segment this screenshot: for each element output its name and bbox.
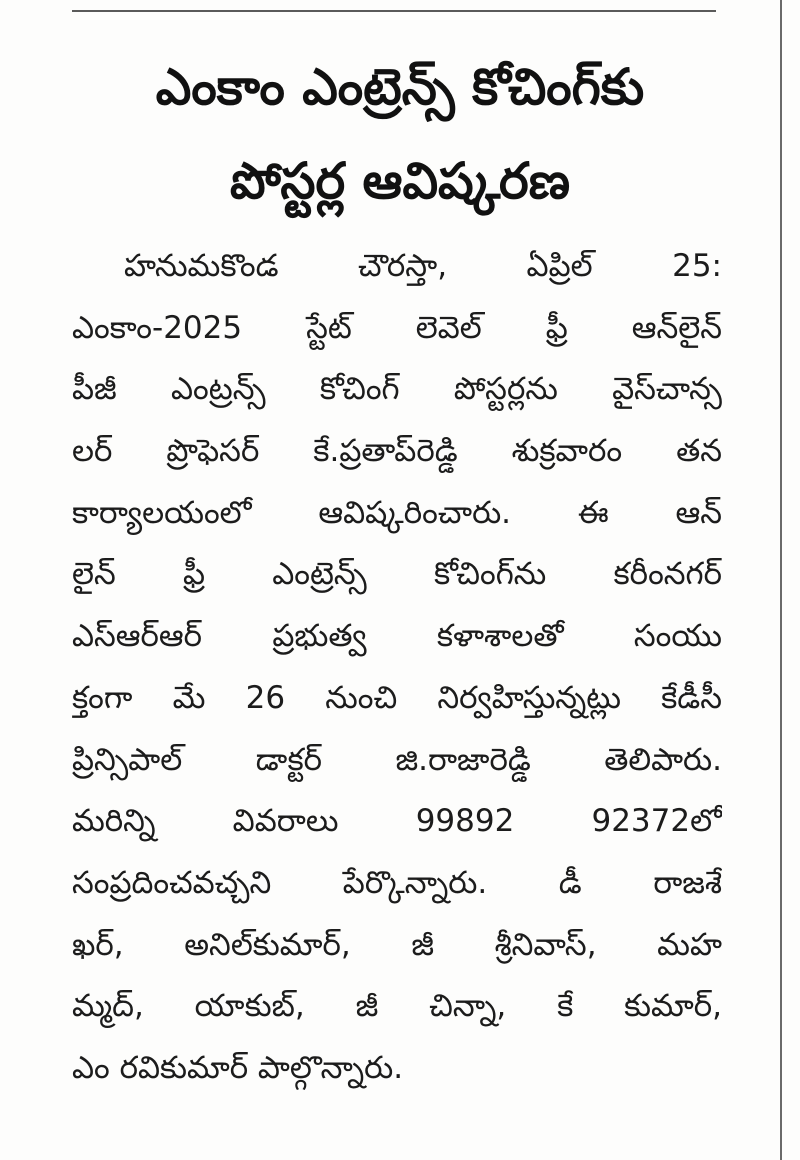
- body-line: క్తంగా మే 26 నుంచి నిర్వహిస్తున్నట్లు కేడీసీ: [72, 679, 722, 716]
- body-line: మ్మద్, యాకుబ్, జీ చిన్నా, కే కుమార్,: [72, 988, 722, 1025]
- article-headline: [60, 40, 740, 228]
- body-line: ప్రిన్సిపాల్ డాక్టర్ జి.రాజారెడ్డి తెలిపారు.: [72, 741, 722, 778]
- body-line: సంప్రదించవచ్చని పేర్కొన్నారు. డీ రాజశే: [72, 864, 722, 901]
- article-body: [72, 236, 722, 1100]
- body-line: కార్యాలయంలో ఆవిష్కరించారు. ఈ ఆన్: [72, 494, 722, 531]
- headline-line-2: పోస్టర్ల ఆవిష్కరణ: [229, 152, 570, 210]
- body-line: ఖర్, అనిల్‌కుమార్, జీ శ్రీనివాస్, మహ: [72, 926, 722, 963]
- body-line-last: ఎం రవికుమార్ పాల్గొన్నారు.: [72, 1049, 404, 1086]
- column-divider-rule: [780, 0, 782, 1160]
- body-line: లర్ ప్రొఫెసర్ కే.ప్రతాప్‌రెడ్డి శుక్రవారం తన: [72, 433, 722, 470]
- body-line-dateline: హనుమకొండ చౌరస్తా, ఏప్రిల్ 25:: [124, 248, 722, 284]
- top-divider-rule: [72, 10, 716, 12]
- body-line: ఎంకాం-2025 స్టేట్ లెవెల్ ఫ్రీ ఆన్‌లైన్: [72, 309, 722, 346]
- body-line: ఎస్‌ఆర్‌ఆర్ ప్రభుత్వ కళాశాలతో సంయు: [72, 618, 722, 655]
- body-line-phone: మరిన్ని వివరాలు 99892 92372లో: [72, 803, 722, 840]
- body-line: పీజీ ఎంట్రన్స్ కోచింగ్ పోస్టర్లను వైస్‌చాన్స: [72, 371, 722, 408]
- body-line: లైన్ ఫ్రీ ఎంట్రెన్స్ కోచింగ్‌ను కరీంనగర్: [72, 556, 722, 593]
- headline-line-1: ఎంకాం ఎంట్రెన్స్ కోచింగ్‌కు: [155, 58, 645, 116]
